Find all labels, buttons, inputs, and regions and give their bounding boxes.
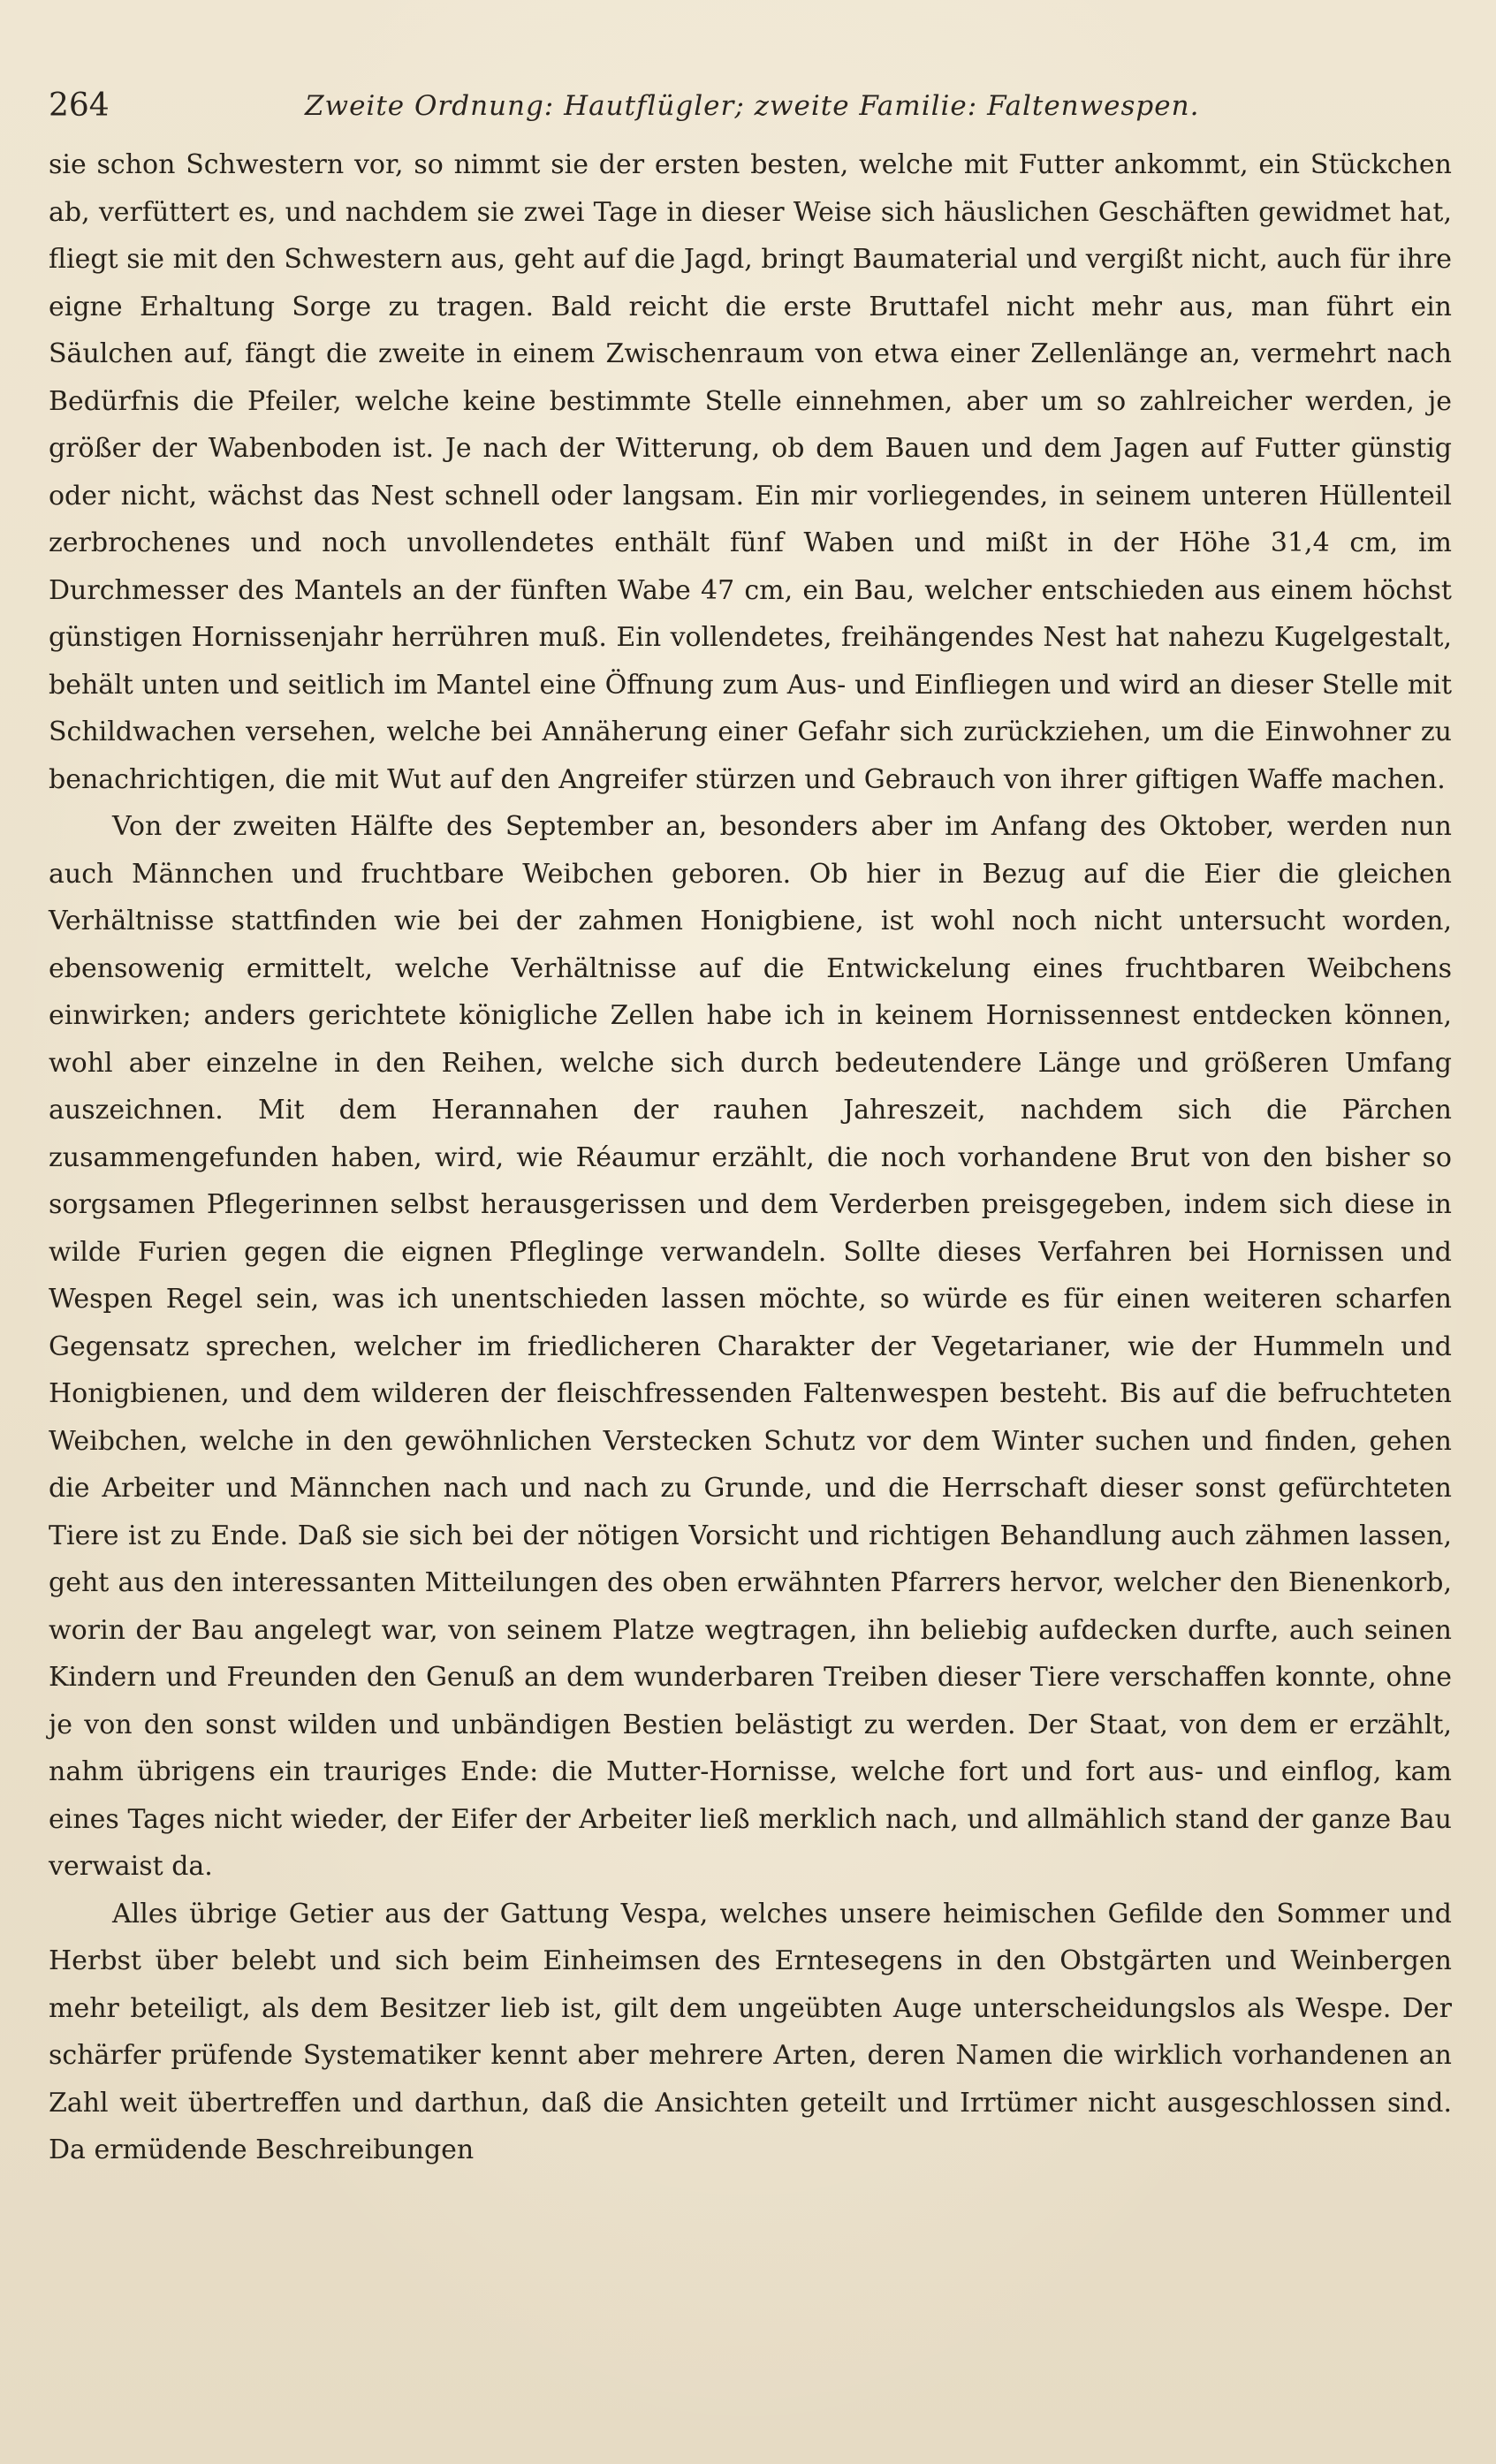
paragraph-2: Von der zweiten Hälfte des September an, besonders aber im Anfang des Oktober, werden nun auch Männchen und fruchtbare Weibchen geboren. Ob hier in Bezug auf die Eier die gleichen Verhältnisse stattfinden wie bei der zahmen Honigbiene, ist wohl noch nicht untersucht worden, ebensowenig ermittelt, welche Verhältnisse auf die Entwickelung eines fruchtbaren Weibchens einwirken; anders gerichtete königliche Zellen habe ich in keinem Hornissennest entdecken können, wohl aber einzelne in den Reihen, welche sich durch bedeutendere Länge und größeren Umfang auszeichnen. Mit dem Herannahen der rauhen Jahreszeit, nachdem sich die Pärchen zusammengefunden haben, wird, wie Réaumur erzählt, die noch vorhandene Brut von den bisher so sorgsamen Pflegerinnen selbst herausgerissen und dem Verderben preisgegeben, indem sich diese in wilde Furien gegen die eignen Pfleglinge verwandeln. Sollte dieses Verfahren bei Hornissen und Wespen Regel sein, was ich unentschieden lassen möchte, so würde es für einen weiteren scharfen Gegensatz sprechen, welcher im friedlicheren Charakter der Vegetarianer, wie der Hummeln und Honigbienen, und dem wilderen der fleischfressenden Faltenwespen besteht. Bis auf die befruchteten Weibchen, welche in den gewöhnlichen Verstecken Schutz vor dem Winter suchen und finden, gehen die Arbeiter und Männchen nach und nach zu Grunde, und die Herrschaft dieser sonst gefürchteten Tiere ist zu Ende. Daß sie sich bei der nötigen Vorsicht und richtigen Behandlung auch zähmen lassen, geht aus den interessanten Mitteilungen des oben erwähnten Pfarrers hervor, welcher den Bienenkorb, worin der Bau angelegt war, von seinem Platze wegtragen, ihn beliebig aufdecken durfte, auch seinen Kindern und Freunden den Genuß an dem wunderbaren Treiben dieser Tiere verschaffen konnte, ohne je von den sonst wilden und unbändigen Bestien belästigt zu werden. Der Staat, von dem er erzählt, nahm übrigens ein trauriges Ende: die Mutter-Hornisse, welche fort und fort aus- und einflog, kam eines Tages nicht wieder, der Eifer der Arbeiter ließ merklich nach, und allmählich stand der ganze Bau verwaist da. [49, 811, 1452, 1882]
page-header [49, 81, 1454, 131]
paragraph-3: Alles übrige Getier aus der Gattung Vespa, welches unsere heimischen Gefilde den Sommer und Herbst über belebt und sich beim Einheimsen des Erntesegens in den Obstgärten und Weinbergen mehr beteiligt, als dem Besitzer lieb ist, gilt dem ungeübten Auge unterscheidungslos als Wespe. Der schärfer prüfende Systematiker kennt aber mehrere Arten, deren Namen die wirklich vorhandenen an Zahl weit übertreffen und darthun, daß die Ansichten geteilt und Irrtümer nicht ausgeschlossen sind. Da ermüdende Beschreibungen [49, 1898, 1452, 2165]
body-text [49, 141, 1452, 2174]
page-number: 264 [49, 87, 110, 124]
paragraph-1: sie schon Schwestern vor, so nimmt sie der ersten besten, welche mit Futter ankommt, ein Stückchen ab, verfüttert es, und nachdem sie zwei Tage in dieser Weise sich häuslichen Geschäften gewidmet hat, fliegt sie mit den Schwestern aus, geht auf die Jagd, bringt Baumaterial und vergißt nicht, auch für ihre eigne Erhaltung Sorge zu tragen. Bald reicht die erste Bruttafel nicht mehr aus, man führt ein Säulchen auf, fängt die zweite in einem Zwischenraum von etwa einer Zellenlänge an, vermehrt nach Bedürfnis die Pfeiler, welche keine bestimmte Stelle einnehmen, aber um so zahlreicher werden, je größer der Wabenboden ist. Je nach der Witterung, ob dem Bauen und dem Jagen auf Futter günstig oder nicht, wächst das Nest schnell oder langsam. Ein mir vorliegendes, in seinem unteren Hüllenteil zerbrochenes und noch unvollendetes enthält fünf Waben und mißt in der Höhe 31,4 cm, im Durchmesser des Mantels an der fünften Wabe 47 cm, ein Bau, welcher entschieden aus einem höchst günstigen Hornissenjahr herrühren muß. Ein vollendetes, freihängendes Nest hat nahezu Kugelgestalt, behält unten und seitlich im Mantel eine Öffnung zum Aus- und Einfliegen und wird an dieser Stelle mit Schildwachen versehen, welche bei Annäherung einer Gefahr sich zurückziehen, um die Einwohner zu benachrichtigen, die mit Wut auf den Angreifer stürzen und Gebrauch von ihrer giftigen Waffe machen. [49, 149, 1452, 795]
running-title: Zweite Ordnung: Hautflügler; zweite Familie: Faltenwespen. [305, 90, 1200, 122]
